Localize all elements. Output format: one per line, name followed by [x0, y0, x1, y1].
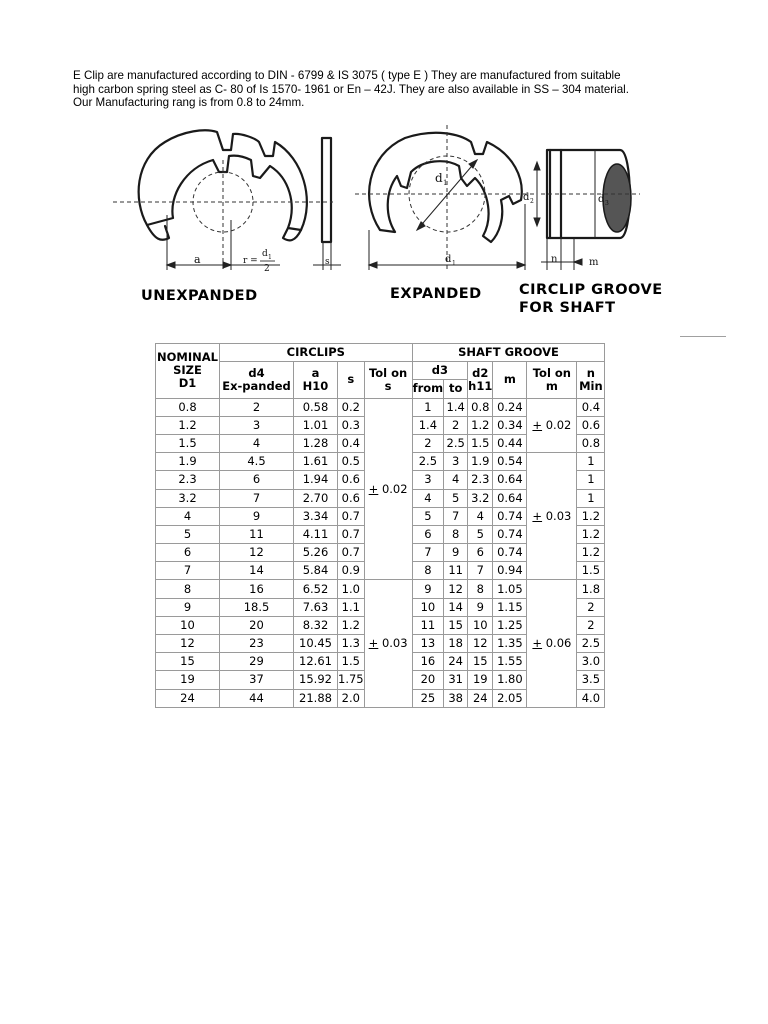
plus-minus-sign: + — [532, 636, 543, 651]
cell-d2: 15 — [468, 653, 493, 671]
cell-nominal-size: 5 — [156, 525, 220, 543]
cell-d3-to: 15 — [444, 616, 468, 634]
cell-a: 10.45 — [294, 635, 338, 653]
cell-s: 1.75 — [338, 671, 365, 689]
header-n — [577, 362, 605, 398]
header-a-line-2: H10 — [302, 378, 329, 393]
cell-tol-m — [527, 398, 577, 453]
header-d2-line-1: d2 — [472, 365, 489, 380]
cell-s: 0.7 — [338, 507, 365, 525]
cell-d3-to: 24 — [444, 653, 468, 671]
cell-a: 3.34 — [294, 507, 338, 525]
circlip-spec-table — [155, 343, 605, 708]
cell-m: 0.94 — [493, 562, 527, 580]
cell-d3-to: 14 — [444, 598, 468, 616]
cell-d3-from: 2.5 — [412, 453, 444, 471]
cell-n: 1 — [577, 453, 605, 471]
cell-nominal-size: 7 — [156, 562, 220, 580]
cell-n: 1 — [577, 489, 605, 507]
cell-m: 1.35 — [493, 635, 527, 653]
cell-m: 1.80 — [493, 671, 527, 689]
cell-s: 1.5 — [338, 653, 365, 671]
cell-a: 21.88 — [294, 689, 338, 707]
cell-d2: 10 — [468, 616, 493, 634]
cell-n: 0.4 — [577, 398, 605, 416]
header-nominal-line-3: D1 — [178, 376, 197, 391]
cell-nominal-size: 1.2 — [156, 416, 220, 434]
caption-unexpanded: UNEXPANDED — [141, 288, 258, 304]
cell-m: 2.05 — [493, 689, 527, 707]
cell-d4: 44 — [220, 689, 294, 707]
cell-s: 0.4 — [338, 434, 365, 452]
cell-d3-from: 5 — [412, 507, 444, 525]
cell-m: 0.74 — [493, 544, 527, 562]
header-m: m — [493, 362, 527, 398]
table-body — [156, 398, 605, 707]
cell-m: 0.54 — [493, 453, 527, 471]
plus-minus-sign: + — [532, 417, 543, 432]
cell-s: 1.1 — [338, 598, 365, 616]
cell-a: 8.32 — [294, 616, 338, 634]
cell-m: 1.55 — [493, 653, 527, 671]
label-r: r = — [243, 256, 258, 266]
tolerance-value: 0.03 — [542, 508, 572, 523]
header-a — [294, 362, 338, 398]
cell-m: 0.24 — [493, 398, 527, 416]
cell-d2: 24 — [468, 689, 493, 707]
cell-n: 1 — [577, 471, 605, 489]
cell-tol-s — [364, 398, 412, 580]
cell-d4: 29 — [220, 653, 294, 671]
cell-m: 1.05 — [493, 580, 527, 598]
label-s: s — [325, 257, 330, 267]
cell-d3-from: 1.4 — [412, 416, 444, 434]
cell-d3-from: 6 — [412, 525, 444, 543]
header-d4 — [220, 362, 294, 398]
cell-d3-to: 31 — [444, 671, 468, 689]
header-tol-m-line-1: Tol on — [532, 365, 571, 380]
cell-d3-to: 2.5 — [444, 434, 468, 452]
cell-a: 12.61 — [294, 653, 338, 671]
cell-d4: 12 — [220, 544, 294, 562]
cell-d2: 6 — [468, 544, 493, 562]
decorative-line — [680, 336, 726, 337]
cell-s: 2.0 — [338, 689, 365, 707]
cell-m: 0.64 — [493, 471, 527, 489]
tolerance-value: 0.02 — [542, 417, 572, 432]
header-tol-s — [364, 362, 412, 398]
cell-s: 0.3 — [338, 416, 365, 434]
cell-a: 6.52 — [294, 580, 338, 598]
cell-d4: 18.5 — [220, 598, 294, 616]
label-d2: d — [523, 192, 530, 203]
label-d1-expanded: d — [445, 254, 452, 265]
cell-d2: 3.2 — [468, 489, 493, 507]
cell-d3-from: 3 — [412, 471, 444, 489]
cell-d4: 14 — [220, 562, 294, 580]
cell-d3-to: 7 — [444, 507, 468, 525]
cell-nominal-size: 15 — [156, 653, 220, 671]
cell-n: 1.2 — [577, 525, 605, 543]
tolerance-value: 0.06 — [542, 636, 572, 651]
cell-d3-from: 1 — [412, 398, 444, 416]
cell-a: 1.94 — [294, 471, 338, 489]
cell-d4: 20 — [220, 616, 294, 634]
header-d3-to: to — [444, 380, 468, 398]
cell-nominal-size: 3.2 — [156, 489, 220, 507]
cell-s: 1.0 — [338, 580, 365, 598]
cell-d2: 0.8 — [468, 398, 493, 416]
cell-d4: 11 — [220, 525, 294, 543]
cell-n: 2 — [577, 616, 605, 634]
header-n-line-2: Min — [579, 378, 603, 393]
intro-paragraph — [73, 69, 713, 110]
caption-expanded: EXPANDED — [390, 286, 482, 302]
cell-d2: 4 — [468, 507, 493, 525]
cell-d3-to: 9 — [444, 544, 468, 562]
label-d1-expanded-sub: 1 — [452, 260, 456, 267]
cell-d2: 1.2 — [468, 416, 493, 434]
header-shaft-groove: SHAFT GROOVE — [412, 344, 605, 362]
cell-d3-from: 10 — [412, 598, 444, 616]
cell-tol-s — [364, 580, 412, 707]
plus-minus-sign: + — [368, 481, 379, 496]
intro-line-2: high carbon spring steel as C- 80 of Is 1570- 1961 or En – 42J. They are also available in SS – 304 material. — [73, 82, 629, 96]
header-d4-line-1: d4 — [248, 365, 265, 380]
cell-nominal-size: 2.3 — [156, 471, 220, 489]
label-a: a — [194, 253, 201, 266]
cell-d3-to: 11 — [444, 562, 468, 580]
label-n: n — [551, 254, 558, 265]
header-tol-s-line-1: Tol on — [368, 365, 408, 380]
cell-a: 5.26 — [294, 544, 338, 562]
header-n-line-1: n — [586, 365, 595, 380]
cell-d4: 7 — [220, 489, 294, 507]
cell-s: 0.6 — [338, 471, 365, 489]
header-tol-m-line-2: m — [545, 378, 558, 393]
cell-s: 0.9 — [338, 562, 365, 580]
cell-d3-to: 12 — [444, 580, 468, 598]
cell-d3-to: 18 — [444, 635, 468, 653]
cell-s: 0.6 — [338, 489, 365, 507]
tolerance-value: 0.02 — [378, 481, 408, 496]
cell-n: 1.2 — [577, 544, 605, 562]
cell-n: 3.5 — [577, 671, 605, 689]
cell-d3-from: 25 — [412, 689, 444, 707]
intro-line-1: E Clip are manufactured according to DIN - 6799 & IS 3075 ( type E ) They are manufactured from suitable — [73, 69, 621, 82]
cell-n: 3.0 — [577, 653, 605, 671]
header-d4-line-2: Ex-panded — [222, 378, 291, 393]
cell-d4: 3 — [220, 416, 294, 434]
cell-m: 0.44 — [493, 434, 527, 452]
cell-d3-to: 3 — [444, 453, 468, 471]
cell-m: 1.15 — [493, 598, 527, 616]
cell-d4: 2 — [220, 398, 294, 416]
table-row — [156, 580, 605, 598]
expanded-clip-shape — [369, 133, 522, 242]
cell-d3-from: 11 — [412, 616, 444, 634]
header-d2-line-2: h11 — [468, 378, 493, 393]
header-d2 — [468, 362, 493, 398]
cell-d3-from: 13 — [412, 635, 444, 653]
cell-a: 1.01 — [294, 416, 338, 434]
label-d1-numerator: d — [262, 249, 268, 259]
cell-d2: 8 — [468, 580, 493, 598]
cell-n: 1.8 — [577, 580, 605, 598]
cell-n: 2 — [577, 598, 605, 616]
cell-nominal-size: 8 — [156, 580, 220, 598]
cell-a: 4.11 — [294, 525, 338, 543]
cell-d2: 2.3 — [468, 471, 493, 489]
cell-a: 1.61 — [294, 453, 338, 471]
header-a-line-1: a — [311, 365, 320, 380]
cell-d3-to: 8 — [444, 525, 468, 543]
label-half: 2 — [264, 264, 270, 274]
cell-a: 7.63 — [294, 598, 338, 616]
header-d3: d3 — [412, 362, 468, 380]
label-d1-inner: d — [435, 171, 443, 185]
cell-d4: 23 — [220, 635, 294, 653]
cell-n: 2.5 — [577, 635, 605, 653]
cell-d3-from: 20 — [412, 671, 444, 689]
cell-n: 4.0 — [577, 689, 605, 707]
cell-tol-m — [527, 453, 577, 580]
cell-s: 0.7 — [338, 544, 365, 562]
cell-s: 0.7 — [338, 525, 365, 543]
table-row — [156, 398, 605, 416]
cell-a: 15.92 — [294, 671, 338, 689]
cell-d2: 7 — [468, 562, 493, 580]
cell-s: 1.2 — [338, 616, 365, 634]
cell-d2: 9 — [468, 598, 493, 616]
cell-m: 0.64 — [493, 489, 527, 507]
label-d1-numerator-sub: 1 — [268, 254, 272, 261]
cell-nominal-size: 4 — [156, 507, 220, 525]
cell-d3-from: 9 — [412, 580, 444, 598]
caption-groove-line-1: CIRCLIP GROOVE — [519, 282, 663, 298]
cell-a: 5.84 — [294, 562, 338, 580]
cell-nominal-size: 24 — [156, 689, 220, 707]
cell-d3-from: 2 — [412, 434, 444, 452]
cell-d4: 4 — [220, 434, 294, 452]
side-view-strip — [322, 138, 331, 242]
cell-s: 0.2 — [338, 398, 365, 416]
cell-nominal-size: 10 — [156, 616, 220, 634]
plus-minus-sign: + — [368, 636, 379, 651]
circlip-drawing — [105, 120, 680, 325]
intro-line-3: Our Manufacturing rang is from 0.8 to 24mm. — [73, 96, 305, 110]
cell-a: 2.70 — [294, 489, 338, 507]
tolerance-value: 0.03 — [378, 636, 408, 651]
cell-d3-from: 8 — [412, 562, 444, 580]
cell-d3-to: 2 — [444, 416, 468, 434]
cell-m: 0.74 — [493, 525, 527, 543]
header-circlips: CIRCLIPS — [220, 344, 413, 362]
header-tol-m — [527, 362, 577, 398]
cell-d3-from: 4 — [412, 489, 444, 507]
cell-n: 1.2 — [577, 507, 605, 525]
header-nominal-line-1: NOMINAL — [157, 350, 218, 365]
cell-n: 0.6 — [577, 416, 605, 434]
cell-s: 0.5 — [338, 453, 365, 471]
cell-d4: 37 — [220, 671, 294, 689]
header-tol-s-line-2: s — [384, 378, 392, 393]
cell-nominal-size: 6 — [156, 544, 220, 562]
cell-d2: 12 — [468, 635, 493, 653]
cell-d2: 1.5 — [468, 434, 493, 452]
cell-n: 0.8 — [577, 434, 605, 452]
cell-d2: 19 — [468, 671, 493, 689]
plus-minus-sign: + — [532, 508, 543, 523]
cell-d3-from: 7 — [412, 544, 444, 562]
cell-nominal-size: 0.8 — [156, 398, 220, 416]
cell-d4: 16 — [220, 580, 294, 598]
header-nominal-line-2: SIZE — [173, 363, 202, 378]
cell-d3-to: 38 — [444, 689, 468, 707]
label-d3: d — [598, 194, 605, 205]
cell-d3-to: 4 — [444, 471, 468, 489]
label-m: m — [589, 257, 599, 268]
cell-nominal-size: 1.9 — [156, 453, 220, 471]
header-s: s — [338, 362, 365, 398]
cell-a: 0.58 — [294, 398, 338, 416]
cell-d2: 1.9 — [468, 453, 493, 471]
label-d3-sub: 3 — [605, 200, 609, 207]
cell-d3-to: 5 — [444, 489, 468, 507]
cell-d4: 4.5 — [220, 453, 294, 471]
label-d1-inner-sub: 1 — [443, 179, 448, 187]
cell-m: 0.74 — [493, 507, 527, 525]
cell-s: 1.3 — [338, 635, 365, 653]
cell-m: 0.34 — [493, 416, 527, 434]
cell-tol-m — [527, 580, 577, 707]
cell-d3-from: 16 — [412, 653, 444, 671]
header-nominal-size — [156, 344, 220, 399]
cell-n: 1.5 — [577, 562, 605, 580]
cell-d3-to: 1.4 — [444, 398, 468, 416]
caption-groove-line-2: FOR SHAFT — [519, 300, 616, 316]
cell-a: 1.28 — [294, 434, 338, 452]
label-d2-sub: 2 — [530, 198, 534, 205]
cell-d4: 9 — [220, 507, 294, 525]
cell-d2: 5 — [468, 525, 493, 543]
cell-nominal-size: 1.5 — [156, 434, 220, 452]
cell-m: 1.25 — [493, 616, 527, 634]
cell-nominal-size: 12 — [156, 635, 220, 653]
header-d3-from: from — [412, 380, 444, 398]
cell-nominal-size: 9 — [156, 598, 220, 616]
cell-d4: 6 — [220, 471, 294, 489]
cell-nominal-size: 19 — [156, 671, 220, 689]
